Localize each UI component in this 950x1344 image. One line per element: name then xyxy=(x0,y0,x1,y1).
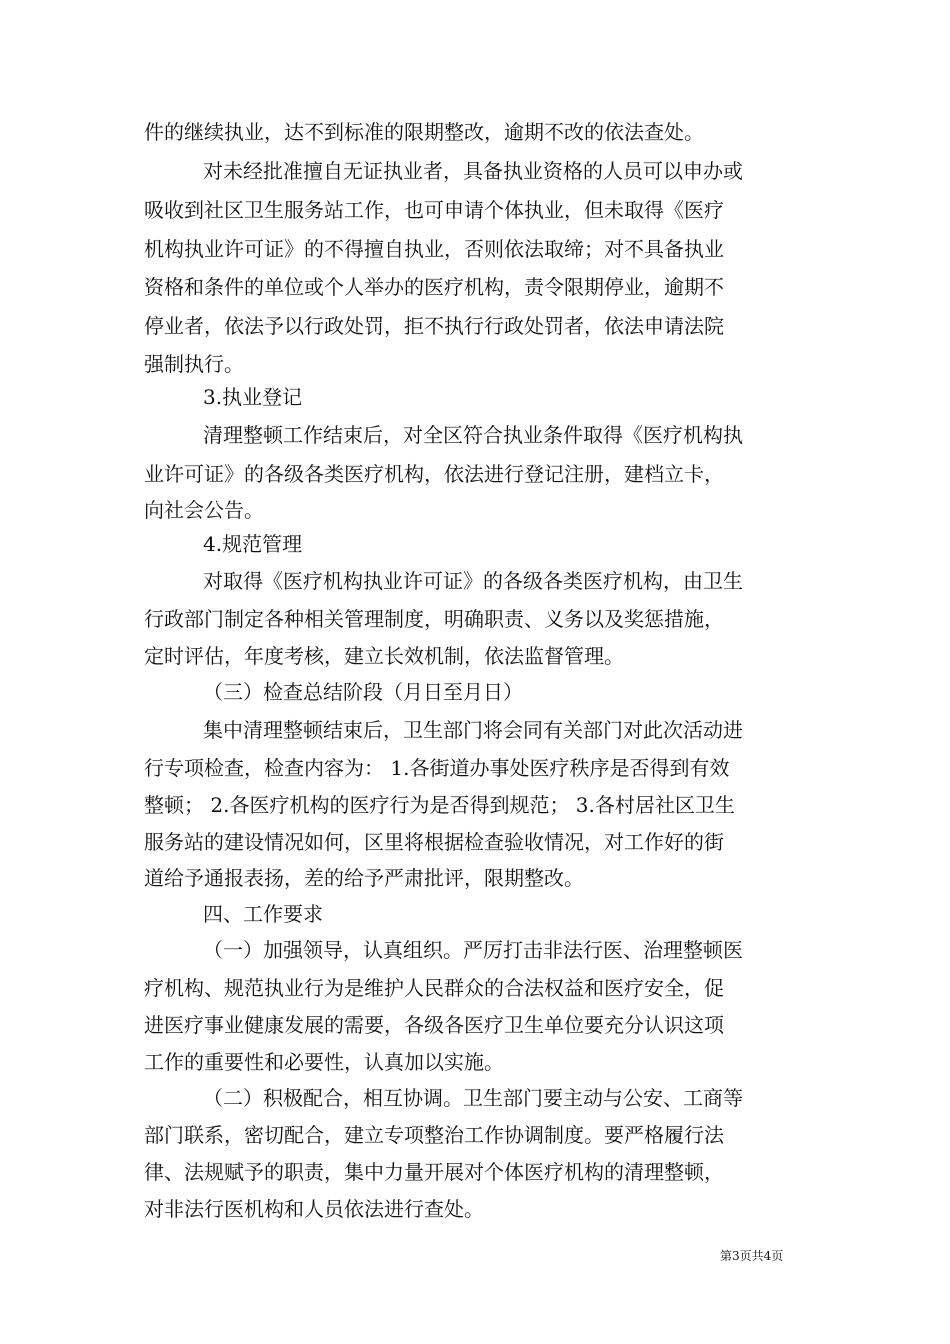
text-line: 律、法规赋予的职责，集中力量开展对个体医疗机构的清理整顿， xyxy=(144,1160,724,1184)
text-line: 件的继续执业，达不到标准的限期整改，逾期不改的依法查处。 xyxy=(144,120,704,144)
text-line: （二）积极配合，相互协调。卫生部门要主动与公安、工商等 xyxy=(203,1086,743,1110)
text-line: 整顿； 2.各医疗机构的医疗行为是否得到规范； 3.各村居社区卫生 xyxy=(144,793,735,817)
text-line: 行专项检查，检查内容为： 1.各街道办事处医疗秩序是否得到有效 xyxy=(144,756,730,780)
text-line: 对取得《医疗机构执业许可证》的各级各类医疗机构，由卫生 xyxy=(203,569,743,593)
section-heading: 4.规范管理 xyxy=(203,532,303,556)
text-line: 疗机构、规范执业行为是维护人民群众的合法权益和医疗安全，促 xyxy=(144,976,724,1000)
text-line: 对未经批准擅自无证执业者，具备执业资格的人员可以申办或 xyxy=(203,159,743,183)
text-line: （一）加强领导，认真组织。严厉打击非法行医、治理整顿医 xyxy=(203,938,743,962)
text-line: 定时评估，年度考核，建立长效机制，依法监督管理。 xyxy=(144,644,624,668)
text-line: 清理整顿工作结束后，对全区符合执业条件取得《医疗机构执 xyxy=(203,423,743,447)
text-line: 部门联系，密切配合，建立专项整治工作协调制度。要严格履行法 xyxy=(144,1123,724,1147)
text-line: 服务站的建设情况如何，区里将根据检查验收情况，对工作好的街 xyxy=(144,830,724,854)
page-number-footer: 第3页共4页 xyxy=(720,1249,784,1263)
text-line: 对非法行医机构和人员依法进行查处。 xyxy=(144,1197,484,1221)
text-line: 向社会公告。 xyxy=(144,498,264,522)
text-line: 进医疗事业健康发展的需要，各级各医疗卫生单位要充分认识这项 xyxy=(144,1013,724,1037)
text-line: 吸收到社区卫生服务站工作，也可申请个体执业，但未取得《医疗 xyxy=(144,198,724,222)
text-line: 工作的重要性和必要性，认真加以实施。 xyxy=(144,1050,504,1074)
text-line: 停业者，依法予以行政处罚，拒不执行行政处罚者，依法申请法院 xyxy=(144,314,724,338)
text-line: 道给予通报表扬，差的给予严肃批评，限期整改。 xyxy=(144,866,584,890)
section-heading: 四、工作要求 xyxy=(203,902,323,926)
text-line: 资格和条件的单位或个人举办的医疗机构，责令限期停业，逾期不 xyxy=(144,275,724,299)
text-line: 集中清理整顿结束后，卫生部门将会同有关部门对此次活动进 xyxy=(203,718,743,742)
text-line: 行政部门制定各种相关管理制度，明确职责、义务以及奖惩措施， xyxy=(144,607,724,631)
section-heading: 3.执业登记 xyxy=(203,385,303,409)
text-line: 强制执行。 xyxy=(144,352,244,376)
text-line: 机构执业许可证》的不得擅自执业，否则依法取缔；对不具备执业 xyxy=(144,237,724,261)
text-line: 业许可证》的各级各类医疗机构，依法进行登记注册，建档立卡， xyxy=(144,462,724,486)
section-heading: （三）检查总结阶段（月日至月日） xyxy=(203,680,523,704)
